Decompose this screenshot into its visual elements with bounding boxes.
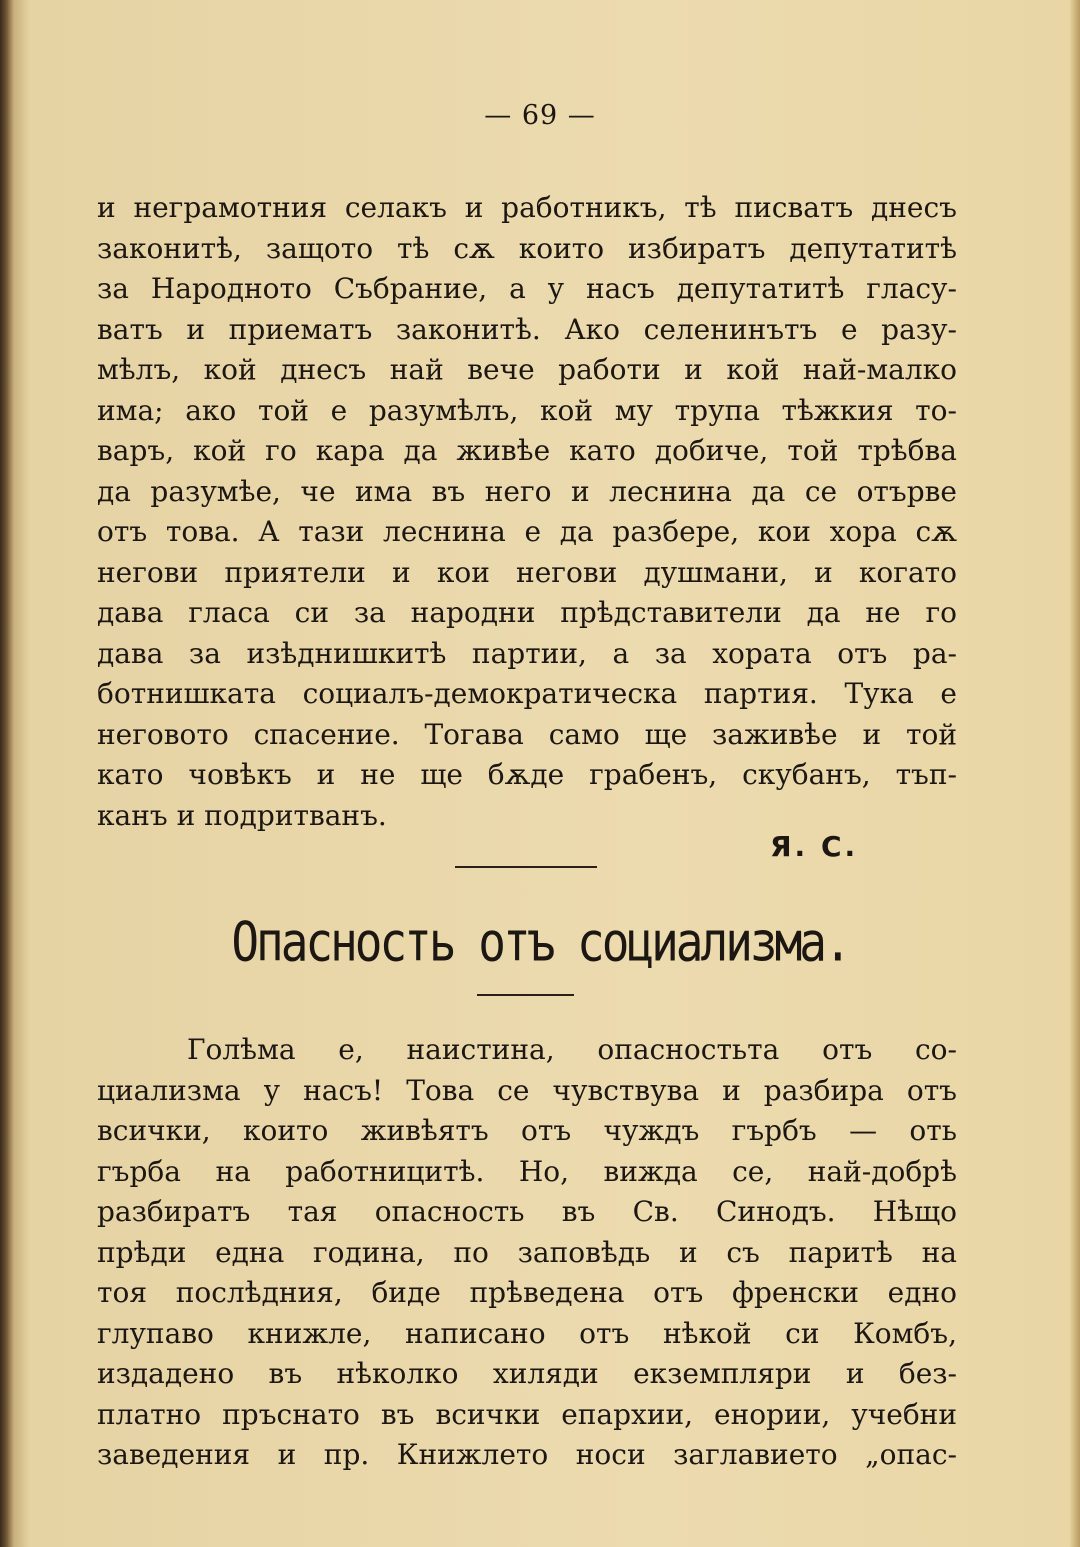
page-number: — 69 — (484, 100, 596, 131)
text-line: дава гласа си за народни прѣдставители да не го (97, 596, 957, 629)
text-line: канъ и подритванъ. (97, 798, 387, 832)
text-line: и неграмотния селакъ и работникъ, тѣ писватъ днесъ (97, 191, 957, 224)
text-line: за Народното Събрание, а у насъ депутатитѣ гласу- (97, 272, 957, 305)
text-line: варъ, кой го кара да живѣе като добиче, той трѣбва (97, 434, 957, 467)
text-line: всички, които живѣятъ отъ чуждъ гърбъ — оть (97, 1114, 957, 1147)
paragraph-1 (97, 188, 957, 836)
text-line: дава за изѣднишкитѣ партии, а за хората отъ ра- (97, 636, 957, 670)
text-line: негови приятели и кои негови душмани, и когато (97, 555, 957, 589)
text-line: неговото спасение. Тогава само ще заживѣе и той (97, 717, 957, 751)
section-divider (455, 866, 597, 868)
text-line: прѣди една година, по заповѣдь и съ паритѣ на (97, 1235, 957, 1269)
title-underline (477, 994, 574, 996)
text-line: мѣлъ, кой днесъ най вече работи и кой най-малко (97, 353, 957, 386)
text-line: заведения и пр. Книжлето носи заглавието „опас- (97, 1438, 957, 1471)
page-edge (1070, 0, 1080, 1547)
text-line: глупаво книжле, написано отъ нѣкой си Комбъ, (97, 1316, 957, 1350)
text-line: издадено въ нѣколко хиляди екземпляри и без- (97, 1357, 957, 1390)
text-line: циализма у насъ! Това се чувствува и разбира отъ (97, 1073, 957, 1107)
text-line: като човѣкъ и не ще бѫде грабенъ, скубанъ, тъп- (97, 758, 957, 791)
text-line: ватъ и приематъ законитѣ. Ако селенинътъ е разу- (97, 312, 957, 346)
text-line: да разумѣе, че има въ него и леснина да се отърве (97, 474, 957, 508)
author-signature: Я. С. (770, 830, 859, 863)
text-line: законитѣ, защото тѣ сѫ които избиратъ депутатитѣ (97, 231, 957, 265)
text-line: има; ако той е разумѣлъ, кой му трупа тѣжкия то- (97, 393, 957, 427)
text-line: ботнишката социалъ-демократическа партия. Тука е (97, 677, 957, 710)
text-line: разбиратъ тая опасность въ Св. Синодъ. Нѣщо (97, 1195, 957, 1228)
text-line: гърба на работницитѣ. Но, вижда се, най-добрѣ (97, 1154, 957, 1188)
paragraph-2 (97, 1030, 957, 1476)
text-line: отъ това. А тази леснина е да разбере, кои хора сѫ (97, 515, 957, 548)
section-title: Опасность отъ социализма. (231, 910, 849, 974)
text-line: тоя послѣдния, биде прѣведена отъ френски едно (97, 1276, 957, 1309)
text-line: платно пръснато въ всички епархии, енории, учебни (97, 1397, 957, 1431)
text-line: Голѣма е, наистина, опасностьта отъ со- (187, 1033, 957, 1066)
